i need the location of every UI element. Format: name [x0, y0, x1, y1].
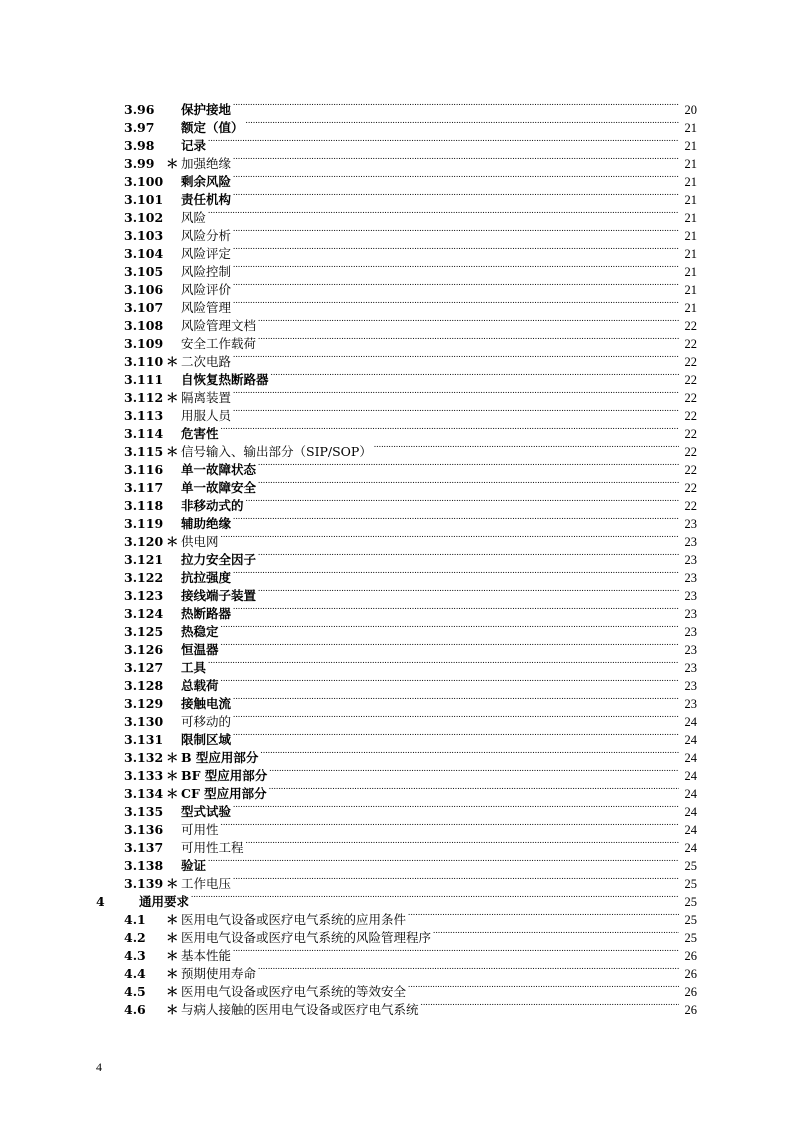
toc-entry-number: 3.127	[124, 660, 164, 675]
toc-entry[interactable]	[96, 762, 697, 783]
toc-entry-title: 额定（值）	[181, 120, 244, 135]
toc-dot-leader	[233, 942, 679, 960]
toc-entry[interactable]	[96, 312, 697, 333]
toc-dot-leader	[258, 312, 679, 330]
toc-dot-leader	[258, 456, 679, 474]
toc-entry-title: 风险管理文档	[181, 318, 257, 333]
toc-entry-number: 3.110	[124, 354, 164, 369]
toc-entry-title: 保护接地	[181, 102, 232, 117]
toc-entry-title: 总载荷	[181, 678, 219, 693]
toc-dot-leader	[233, 402, 679, 420]
toc-entry-title: 用服人员	[181, 408, 232, 423]
toc-entry-page: 22	[684, 499, 697, 513]
toc-dot-leader	[233, 564, 679, 582]
toc-entry-number: 3.108	[124, 318, 164, 333]
toc-entry-number: 3.104	[124, 246, 164, 261]
toc-entry[interactable]	[96, 510, 697, 531]
toc-entry[interactable]	[96, 402, 697, 423]
toc-entry-title: 风险评定	[181, 246, 232, 261]
toc-entry-number: 3.132	[124, 750, 164, 765]
toc-entry[interactable]	[96, 708, 697, 729]
toc-entry[interactable]	[96, 348, 697, 369]
toc-entry-title: 风险	[181, 210, 207, 225]
toc-entry-number: 3.96	[124, 102, 155, 117]
toc-entry[interactable]	[96, 888, 697, 909]
toc-entry[interactable]	[96, 240, 697, 261]
toc-entry[interactable]	[96, 330, 697, 351]
toc-entry-page: 21	[684, 139, 697, 153]
toc-entry-page: 21	[684, 301, 697, 315]
toc-entry-page: 23	[684, 661, 697, 675]
toc-entry-page: 22	[684, 337, 697, 351]
toc-entry-number: 3.124	[124, 606, 164, 621]
toc-entry-page: 24	[684, 841, 697, 855]
toc-entry-page: 23	[684, 553, 697, 567]
toc-entry-number: 4.4	[124, 966, 146, 981]
toc-dot-leader	[208, 204, 679, 222]
toc-entry-page: 22	[684, 409, 697, 423]
toc-dot-leader	[233, 870, 679, 888]
toc-entry-number: 3.113	[124, 408, 164, 423]
toc-entry-page: 23	[684, 607, 697, 621]
toc-entry[interactable]	[96, 924, 697, 945]
toc-entry-star: ＊	[166, 156, 179, 171]
toc-entry-page: 22	[684, 463, 697, 477]
toc-entry-page: 23	[684, 697, 697, 711]
toc-entry-title: 信号输入、输出部分（SIP/SOP）	[181, 444, 372, 459]
toc-entry-title: BF 型应用部分	[181, 768, 268, 783]
toc-entry[interactable]	[96, 492, 697, 513]
toc-entry[interactable]	[96, 114, 697, 135]
toc-entry-star: ＊	[166, 768, 179, 783]
toc-entry-page: 24	[684, 823, 697, 837]
toc-entry-number: 4.1	[124, 912, 146, 927]
toc-dot-leader	[233, 258, 679, 276]
toc-dot-leader	[233, 384, 679, 402]
toc-dot-leader	[258, 582, 679, 600]
toc-entry[interactable]	[96, 186, 697, 207]
toc-entry-title: 二次电路	[181, 354, 232, 369]
toc-entry-number: 4.2	[124, 930, 146, 945]
toc-dot-leader	[408, 906, 679, 924]
toc-entry-star: ＊	[166, 984, 179, 999]
toc-entry-page: 21	[684, 283, 697, 297]
toc-entry-page: 23	[684, 589, 697, 603]
toc-entry-number: 3.128	[124, 678, 164, 693]
toc-entry-title: 工具	[181, 660, 207, 675]
toc-entry-page: 23	[684, 571, 697, 585]
toc-entry-page: 23	[684, 643, 697, 657]
toc-entry-number: 3.125	[124, 624, 164, 639]
toc-entry[interactable]	[96, 780, 697, 801]
toc-entry-page: 25	[684, 859, 697, 873]
toc-entry-number: 4.3	[124, 948, 146, 963]
toc-entry[interactable]	[96, 834, 697, 855]
toc-entry-page: 21	[684, 121, 697, 135]
toc-dot-leader	[269, 762, 679, 780]
toc-entry-page: 26	[684, 967, 697, 981]
toc-entry-title: 型式试验	[181, 804, 232, 819]
toc-entry[interactable]	[96, 582, 697, 603]
toc-entry-title: 热稳定	[181, 624, 219, 639]
toc-entry-title: 接触电流	[181, 696, 232, 711]
toc-entry-number: 3.106	[124, 282, 164, 297]
toc-entry-number: 3.137	[124, 840, 164, 855]
toc-entry[interactable]	[96, 420, 697, 441]
toc-entry[interactable]	[96, 132, 697, 153]
toc-entry-title: 加强绝缘	[181, 156, 232, 171]
toc-entry-number: 3.133	[124, 768, 164, 783]
toc-entry-title: 抗拉强度	[181, 570, 232, 585]
toc-entry-title: 接线端子装置	[181, 588, 257, 603]
toc-dot-leader	[233, 222, 679, 240]
toc-entry-title: CF 型应用部分	[181, 786, 267, 801]
toc-entry-page: 22	[684, 481, 697, 495]
toc-entry-page: 24	[684, 733, 697, 747]
toc-entry-title: 单一故障状态	[181, 462, 257, 477]
toc-entry-number: 3.123	[124, 588, 164, 603]
toc-dot-leader	[208, 132, 679, 150]
toc-entry-page: 23	[684, 625, 697, 639]
toc-entry-title: 限制区域	[181, 732, 232, 747]
toc-dot-leader	[233, 240, 679, 258]
toc-dot-leader	[258, 960, 679, 978]
toc-entry-page: 24	[684, 751, 697, 765]
toc-dot-leader	[233, 708, 679, 726]
toc-entry-page: 26	[684, 985, 697, 999]
toc-entry-page: 24	[684, 787, 697, 801]
toc-dot-leader	[221, 420, 679, 438]
toc-dot-leader	[221, 672, 679, 690]
toc-dot-leader	[374, 438, 679, 456]
toc-entry[interactable]	[96, 474, 697, 495]
toc-entry-page: 22	[684, 427, 697, 441]
toc-entry-star: ＊	[166, 786, 179, 801]
toc-entry-page: 23	[684, 679, 697, 693]
toc-dot-leader	[260, 744, 679, 762]
toc-entry[interactable]	[96, 258, 697, 279]
toc-entry-title: 医用电气设备或医疗电气系统的风险管理程序	[181, 930, 432, 945]
toc-entry-title: 热断路器	[181, 606, 232, 621]
toc-entry-star: ＊	[166, 390, 179, 405]
toc-dot-leader	[221, 636, 679, 654]
toc-entry-star: ＊	[166, 876, 179, 891]
toc-dot-leader	[233, 348, 679, 366]
toc-entry-number: 3.119	[124, 516, 164, 531]
toc-entry-page: 21	[684, 211, 697, 225]
toc-entry-number: 3.114	[124, 426, 164, 441]
toc-entry-page: 22	[684, 319, 697, 333]
toc-dot-leader	[258, 546, 679, 564]
toc-entry[interactable]	[96, 150, 697, 171]
toc-entry-number: 3.130	[124, 714, 164, 729]
toc-entry-title: 剩余风险	[181, 174, 232, 189]
toc-dot-leader	[233, 186, 679, 204]
toc-entry-page: 25	[684, 913, 697, 927]
toc-entry[interactable]	[96, 384, 697, 405]
toc-entry[interactable]	[96, 204, 697, 225]
toc-dot-leader	[408, 978, 679, 996]
toc-entry-number: 4.5	[124, 984, 146, 999]
toc-entry[interactable]	[96, 600, 697, 621]
toc-entry[interactable]	[96, 294, 697, 315]
toc-entry-star: ＊	[166, 354, 179, 369]
toc-entry-number: 3.107	[124, 300, 164, 315]
toc-entry-number: 3.136	[124, 822, 164, 837]
toc-entry[interactable]	[96, 690, 697, 711]
toc-entry-number: 4.6	[124, 1002, 146, 1017]
toc-entry-page: 24	[684, 805, 697, 819]
toc-entry[interactable]	[96, 276, 697, 297]
toc-entry-title: 辅助绝缘	[181, 516, 232, 531]
toc-entry-star: ＊	[166, 948, 179, 963]
toc-entry-number: 3.135	[124, 804, 164, 819]
toc-entry-page: 22	[684, 391, 697, 405]
toc-entry-title: 可用性	[181, 822, 219, 837]
toc-entry-title: 恒温器	[181, 642, 219, 657]
toc-entry[interactable]	[96, 906, 697, 927]
toc-entry-title: 责任机构	[181, 192, 232, 207]
toc-entry-title: 基本性能	[181, 948, 232, 963]
toc-entry-page: 20	[684, 103, 697, 117]
toc-entry-page: 26	[684, 949, 697, 963]
toc-entry[interactable]	[96, 996, 697, 1017]
toc-dot-leader	[221, 528, 679, 546]
toc-dot-leader	[269, 780, 679, 798]
toc-entry[interactable]	[96, 564, 697, 585]
toc-dot-leader	[258, 330, 679, 348]
table-of-contents	[96, 96, 697, 1017]
toc-entry[interactable]	[96, 168, 697, 189]
toc-entry-number: 3.122	[124, 570, 164, 585]
toc-dot-leader	[233, 276, 679, 294]
toc-dot-leader	[233, 510, 679, 528]
toc-entry-star: ＊	[166, 1002, 179, 1017]
toc-dot-leader	[271, 366, 679, 384]
toc-entry-star: ＊	[166, 444, 179, 459]
toc-dot-leader	[233, 726, 679, 744]
toc-entry-number: 3.101	[124, 192, 164, 207]
toc-entry-star: ＊	[166, 750, 179, 765]
toc-entry-page: 22	[684, 445, 697, 459]
toc-entry-title: 医用电气设备或医疗电气系统的等效安全	[181, 984, 407, 999]
toc-entry[interactable]	[96, 960, 697, 981]
toc-entry-page: 21	[684, 175, 697, 189]
toc-entry-title: 供电网	[181, 534, 219, 549]
toc-entry-title: 非移动式的	[181, 498, 244, 513]
toc-entry-number: 3.97	[124, 120, 155, 135]
toc-entry-title: 风险评价	[181, 282, 232, 297]
toc-entry-title: 风险分析	[181, 228, 232, 243]
toc-entry-page: 24	[684, 715, 697, 729]
toc-dot-leader	[191, 888, 679, 906]
toc-entry-page: 21	[684, 247, 697, 261]
toc-entry[interactable]	[96, 672, 697, 693]
toc-entry[interactable]	[96, 96, 697, 117]
toc-dot-leader	[433, 924, 679, 942]
toc-entry-page: 26	[684, 1003, 697, 1017]
toc-entry-title: 通用要求	[139, 894, 190, 909]
toc-entry-title: 记录	[181, 138, 207, 153]
toc-entry-star: ＊	[166, 912, 179, 927]
toc-entry-page: 23	[684, 517, 697, 531]
toc-entry-title: 风险控制	[181, 264, 232, 279]
toc-entry-title: 危害性	[181, 426, 219, 441]
toc-dot-leader	[233, 294, 679, 312]
toc-entry-number: 3.109	[124, 336, 164, 351]
toc-dot-leader	[421, 996, 679, 1014]
toc-entry-number: 3.118	[124, 498, 164, 513]
toc-entry-number: 3.112	[124, 390, 164, 405]
toc-entry-title: 自恢复热断路器	[181, 372, 269, 387]
toc-entry-number: 3.131	[124, 732, 164, 747]
toc-entry-title: 拉力安全因子	[181, 552, 257, 567]
toc-dot-leader	[246, 492, 679, 510]
toc-entry-page: 21	[684, 229, 697, 243]
toc-dot-leader	[233, 798, 679, 816]
toc-entry[interactable]	[96, 618, 697, 639]
toc-entry-page: 25	[684, 877, 697, 891]
toc-entry-title: 隔离装置	[181, 390, 232, 405]
toc-entry[interactable]	[96, 636, 697, 657]
toc-dot-leader	[233, 690, 679, 708]
toc-dot-leader	[233, 150, 679, 168]
toc-entry-title: 可移动的	[181, 714, 232, 729]
toc-dot-leader	[233, 168, 679, 186]
toc-entry-number: 3.129	[124, 696, 164, 711]
toc-entry-title: 风险管理	[181, 300, 232, 315]
toc-entry-page: 23	[684, 535, 697, 549]
toc-entry-number: 3.120	[124, 534, 164, 549]
toc-entry-star: ＊	[166, 966, 179, 981]
toc-dot-leader	[208, 852, 679, 870]
toc-entry-number: 4	[96, 894, 105, 909]
toc-dot-leader	[221, 618, 679, 636]
toc-entry[interactable]	[96, 798, 697, 819]
toc-entry-page: 21	[684, 193, 697, 207]
toc-entry[interactable]	[96, 816, 697, 837]
toc-entry-number: 3.99	[124, 156, 155, 171]
toc-entry-number: 3.117	[124, 480, 164, 495]
toc-entry-page: 21	[684, 157, 697, 171]
toc-entry-number: 3.111	[124, 372, 164, 387]
toc-entry-number: 3.103	[124, 228, 164, 243]
toc-entry[interactable]	[96, 438, 697, 459]
toc-entry[interactable]	[96, 870, 697, 891]
toc-entry-title: B 型应用部分	[181, 750, 259, 765]
toc-entry[interactable]	[96, 744, 697, 765]
page-number: 4	[96, 1060, 102, 1074]
toc-entry-page: 25	[684, 931, 697, 945]
toc-entry-number: 3.105	[124, 264, 164, 279]
toc-entry-number: 3.115	[124, 444, 164, 459]
toc-entry-title: 工作电压	[181, 876, 232, 891]
toc-entry-number: 3.98	[124, 138, 155, 153]
toc-entry-page: 24	[684, 769, 697, 783]
toc-entry[interactable]	[96, 852, 697, 873]
toc-dot-leader	[246, 834, 679, 852]
toc-entry[interactable]	[96, 978, 697, 999]
toc-entry-number: 3.121	[124, 552, 164, 567]
toc-entry[interactable]	[96, 222, 697, 243]
toc-dot-leader	[246, 114, 679, 132]
toc-dot-leader	[258, 474, 679, 492]
toc-entry-number: 3.126	[124, 642, 164, 657]
toc-entry-title: 安全工作载荷	[181, 336, 257, 351]
toc-entry-number: 3.102	[124, 210, 164, 225]
toc-entry-number: 3.100	[124, 174, 164, 189]
toc-entry-star: ＊	[166, 534, 179, 549]
toc-entry-page: 22	[684, 373, 697, 387]
toc-entry[interactable]	[96, 654, 697, 675]
toc-dot-leader	[221, 816, 679, 834]
toc-entry-title: 预期使用寿命	[181, 966, 257, 981]
toc-entry[interactable]	[96, 942, 697, 963]
toc-entry-title: 医用电气设备或医疗电气系统的应用条件	[181, 912, 407, 927]
toc-entry-number: 3.134	[124, 786, 164, 801]
toc-entry[interactable]	[96, 546, 697, 567]
toc-entry-number: 3.116	[124, 462, 164, 477]
toc-entry[interactable]	[96, 366, 697, 387]
toc-entry-page: 21	[684, 265, 697, 279]
toc-entry[interactable]	[96, 528, 697, 549]
toc-dot-leader	[208, 654, 679, 672]
toc-dot-leader	[233, 96, 679, 114]
toc-entry-title: 可用性工程	[181, 840, 244, 855]
toc-entry-number: 3.139	[124, 876, 164, 891]
toc-entry-page: 22	[684, 355, 697, 369]
toc-entry[interactable]	[96, 456, 697, 477]
toc-entry-title: 单一故障安全	[181, 480, 257, 495]
toc-entry-star: ＊	[166, 930, 179, 945]
toc-dot-leader	[233, 600, 679, 618]
toc-entry-page: 25	[684, 895, 697, 909]
toc-entry-number: 3.138	[124, 858, 164, 873]
toc-entry[interactable]	[96, 726, 697, 747]
toc-entry-title: 与病人接触的医用电气设备或医疗电气系统	[181, 1002, 419, 1017]
toc-entry-title: 验证	[181, 858, 207, 873]
